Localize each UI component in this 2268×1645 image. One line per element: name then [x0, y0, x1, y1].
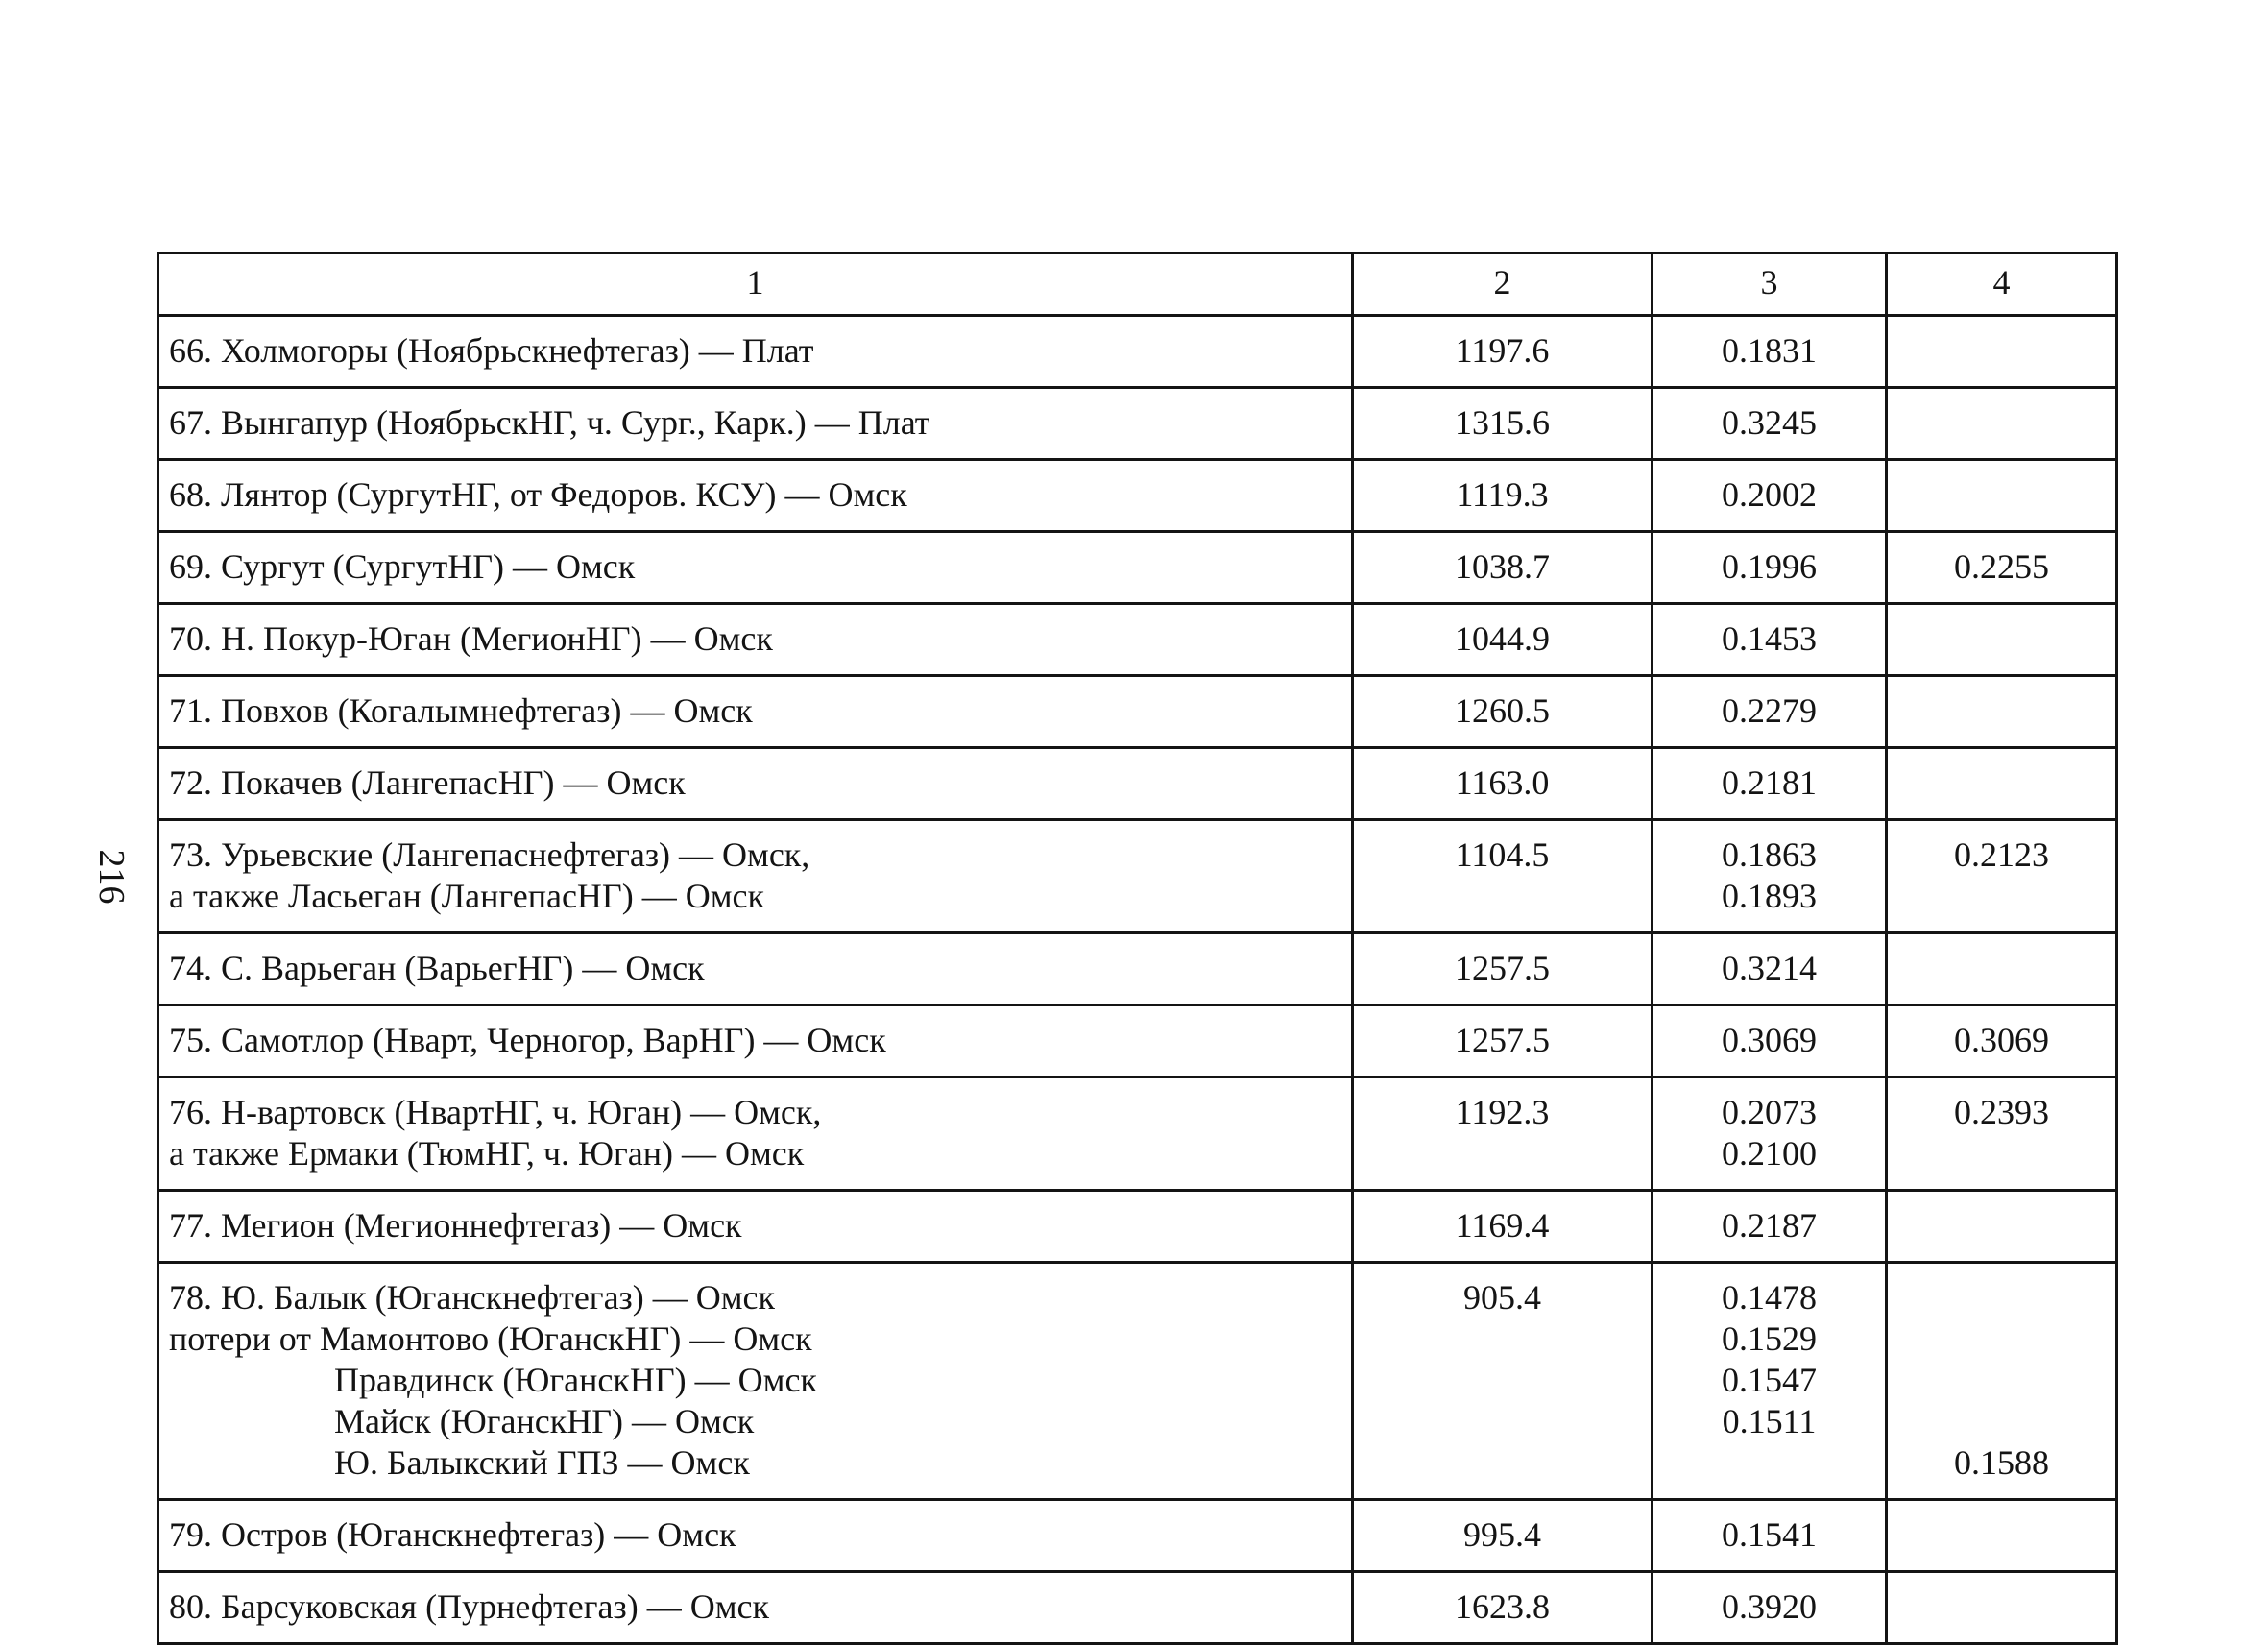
route-name-line: 75. Самотлор (Нварт, Черногор, ВарНГ) — Омск: [169, 1021, 886, 1059]
route-name-cell: [158, 316, 1353, 388]
route-name-line: 76. Н-вартовск (НвартНГ, ч. Юган) — Омск,: [169, 1093, 822, 1131]
value-line-col3: 0.1547: [1722, 1361, 1817, 1399]
value-cell-col3: [1653, 532, 1887, 604]
value-line-col4: [1897, 618, 2106, 660]
value-cell-col3: [1653, 604, 1887, 676]
value-cell-col3: [1653, 1572, 1887, 1644]
table-row: [158, 676, 2117, 748]
value-cell-col2: 1623.8: [1353, 1572, 1653, 1644]
value-line-col3: 0.1831: [1722, 331, 1817, 370]
route-name-line: 80. Барсуковская (Пурнефтегаз) — Омск: [169, 1587, 769, 1626]
value-line-col3: 0.2100: [1722, 1134, 1817, 1173]
value-line-col4: [1897, 1318, 2106, 1360]
value-cell-col4: [1887, 388, 2117, 460]
header-cell-4: 4: [1887, 254, 2117, 316]
header-cell-2: 2: [1353, 254, 1653, 316]
route-name-line: 74. С. Варьеган (ВарьегНГ) — Омск: [169, 949, 705, 987]
value-line-col3: 0.2187: [1722, 1206, 1817, 1245]
value-cell-col2: 1044.9: [1353, 604, 1653, 676]
value-cell-col3: [1653, 748, 1887, 820]
value-cell-col3: [1653, 1077, 1887, 1191]
value-line-col4: 0.2393: [1954, 1093, 2049, 1131]
value-line-col3: 0.1453: [1722, 619, 1817, 658]
route-name-line: Правдинск (ЮганскНГ) — Омск: [334, 1361, 817, 1399]
value-cell-col2: 1197.6: [1353, 316, 1653, 388]
page-number: 216: [91, 849, 132, 905]
route-name-line: Майск (ЮганскНГ) — Омск: [334, 1402, 755, 1440]
route-name-cell: [158, 460, 1353, 532]
value-cell-col3: [1653, 1263, 1887, 1500]
table-row: [158, 316, 2117, 388]
value-cell-col2: 1192.3: [1353, 1077, 1653, 1191]
value-cell-col4: [1887, 316, 2117, 388]
value-cell-col3: [1653, 1500, 1887, 1572]
value-line-col3: 0.2181: [1722, 763, 1817, 802]
value-line-col4: [1897, 1401, 2106, 1442]
value-cell-col4: [1887, 676, 2117, 748]
route-name-cell: [158, 1572, 1353, 1644]
value-line-col4: [1897, 1205, 2106, 1246]
value-line-col3: 0.1511: [1722, 1402, 1817, 1440]
value-cell-col3: [1653, 1191, 1887, 1263]
route-name-cell: [158, 676, 1353, 748]
value-cell-col3: [1653, 460, 1887, 532]
data-table: [157, 252, 2118, 1645]
value-line-col4: [1897, 1514, 2106, 1556]
route-name-cell: [158, 604, 1353, 676]
value-line-col3: 0.3245: [1722, 403, 1817, 442]
table-row: [158, 604, 2117, 676]
value-line-col4: [1897, 474, 2106, 516]
value-cell-col4: [1887, 460, 2117, 532]
value-cell-col2: 1169.4: [1353, 1191, 1653, 1263]
value-line-col3: 0.3214: [1722, 949, 1817, 987]
value-cell-col4: [1887, 1005, 2117, 1077]
table-row: [158, 460, 2117, 532]
table-row: [158, 748, 2117, 820]
header-cell-1: 1: [158, 254, 1353, 316]
value-line-col4: [1897, 1360, 2106, 1401]
table-row: [158, 1263, 2117, 1500]
value-line-col4: [1897, 690, 2106, 732]
value-cell-col2: 1104.5: [1353, 820, 1653, 933]
value-cell-col2: 1038.7: [1353, 532, 1653, 604]
value-cell-col4: [1887, 1263, 2117, 1500]
value-line-col4: [1897, 330, 2106, 372]
route-name-cell: [158, 1077, 1353, 1191]
table-header-row: [158, 254, 2117, 316]
route-name-cell: [158, 1500, 1353, 1572]
route-name-line: 79. Остров (Юганскнефтегаз) — Омск: [169, 1515, 736, 1554]
value-cell-col2: 1163.0: [1353, 748, 1653, 820]
value-cell-col3: [1653, 820, 1887, 933]
value-line-col4: 0.1588: [1954, 1443, 2049, 1482]
value-line-col3: 0.2002: [1722, 475, 1817, 514]
value-line-col3: 0.2073: [1722, 1093, 1817, 1131]
value-line-col3: 0.3920: [1722, 1587, 1817, 1626]
value-line-col3: 0.2279: [1722, 691, 1817, 730]
value-line-col3: 0.1893: [1722, 877, 1817, 915]
table-row: [158, 1005, 2117, 1077]
value-cell-col2: 1315.6: [1353, 388, 1653, 460]
value-line-col3: 0.1529: [1722, 1319, 1817, 1358]
value-cell-col2: 1119.3: [1353, 460, 1653, 532]
route-name-line: а также Ласьеган (ЛангепасНГ) — Омск: [169, 877, 764, 915]
route-name-cell: [158, 532, 1353, 604]
route-name-line: 72. Покачев (ЛангепасНГ) — Омск: [169, 763, 686, 802]
route-name-cell: [158, 1191, 1353, 1263]
route-name-line: а также Ермаки (ТюмНГ, ч. Юган) — Омск: [169, 1134, 805, 1173]
route-name-line: 71. Повхов (Когалымнефтегаз) — Омск: [169, 691, 753, 730]
value-cell-col3: [1653, 933, 1887, 1005]
value-line-col3: 0.3069: [1722, 1021, 1817, 1059]
route-name-line: 73. Урьевские (Лангепаснефтегаз) — Омск,: [169, 835, 810, 874]
value-line-col4: [1897, 1277, 2106, 1318]
value-line-col3: 0.1996: [1722, 547, 1817, 586]
header-cell-3: 3: [1653, 254, 1887, 316]
value-line-col4: [1897, 1586, 2106, 1628]
table-row: [158, 1077, 2117, 1191]
value-cell-col2: 905.4: [1353, 1263, 1653, 1500]
value-line-col3: 0.1478: [1722, 1278, 1817, 1317]
value-cell-col3: [1653, 676, 1887, 748]
value-cell-col4: [1887, 748, 2117, 820]
table-row: [158, 1191, 2117, 1263]
value-cell-col3: [1653, 316, 1887, 388]
route-name-line: Ю. Балыкский ГПЗ — Омск: [334, 1443, 750, 1482]
value-cell-col4: [1887, 1077, 2117, 1191]
value-line-col4: [1897, 402, 2106, 444]
route-name-cell: [158, 1005, 1353, 1077]
value-cell-col4: [1887, 1572, 2117, 1644]
route-name-cell: [158, 388, 1353, 460]
value-line-col4: [1897, 762, 2106, 804]
value-line-col3: [1663, 1442, 1875, 1484]
route-name-line: 68. Лянтор (СургутНГ, от Федоров. КСУ) — Омск: [169, 475, 907, 514]
value-line-col3: 0.1541: [1722, 1515, 1817, 1554]
table-row: [158, 532, 2117, 604]
route-name-cell: [158, 1263, 1353, 1500]
value-line-col3: 0.1863: [1722, 835, 1817, 874]
value-cell-col4: [1887, 604, 2117, 676]
route-name-line: 69. Сургут (СургутНГ) — Омск: [169, 547, 636, 586]
value-cell-col3: [1653, 1005, 1887, 1077]
value-line-col4: 0.3069: [1954, 1021, 2049, 1059]
route-name-line: 67. Вынгапур (НоябрьскНГ, ч. Сург., Карк.) — Плат: [169, 403, 930, 442]
value-cell-col4: [1887, 1191, 2117, 1263]
route-name-cell: [158, 933, 1353, 1005]
value-cell-col4: [1887, 933, 2117, 1005]
value-cell-col4: [1887, 1500, 2117, 1572]
value-cell-col4: [1887, 532, 2117, 604]
value-cell-col3: [1653, 388, 1887, 460]
route-name-line: 78. Ю. Балык (Юганскнефтегаз) — Омск: [169, 1278, 776, 1317]
table-row: [158, 820, 2117, 933]
route-name-cell: [158, 748, 1353, 820]
value-line-col4: [1897, 948, 2106, 989]
route-name-line: потери от Мамонтово (ЮганскНГ) — Омск: [169, 1319, 812, 1358]
route-name-cell: [158, 820, 1353, 933]
route-name-line: 77. Мегион (Мегионнефтегаз) — Омск: [169, 1206, 742, 1245]
table-row: [158, 933, 2117, 1005]
table-row: [158, 1500, 2117, 1572]
table-row: [158, 388, 2117, 460]
value-line-col4: 0.2123: [1954, 835, 2049, 874]
value-cell-col4: [1887, 820, 2117, 933]
value-cell-col2: 1257.5: [1353, 1005, 1653, 1077]
route-name-line: 70. Н. Покур-Юган (МегионНГ) — Омск: [169, 619, 773, 658]
value-cell-col2: 1260.5: [1353, 676, 1653, 748]
table-row: [158, 1572, 2117, 1644]
value-line-col4: 0.2255: [1954, 547, 2049, 586]
value-cell-col2: 1257.5: [1353, 933, 1653, 1005]
value-cell-col2: 995.4: [1353, 1500, 1653, 1572]
route-name-line: 66. Холмогоры (Ноябрьскнефтегаз) — Плат: [169, 331, 814, 370]
